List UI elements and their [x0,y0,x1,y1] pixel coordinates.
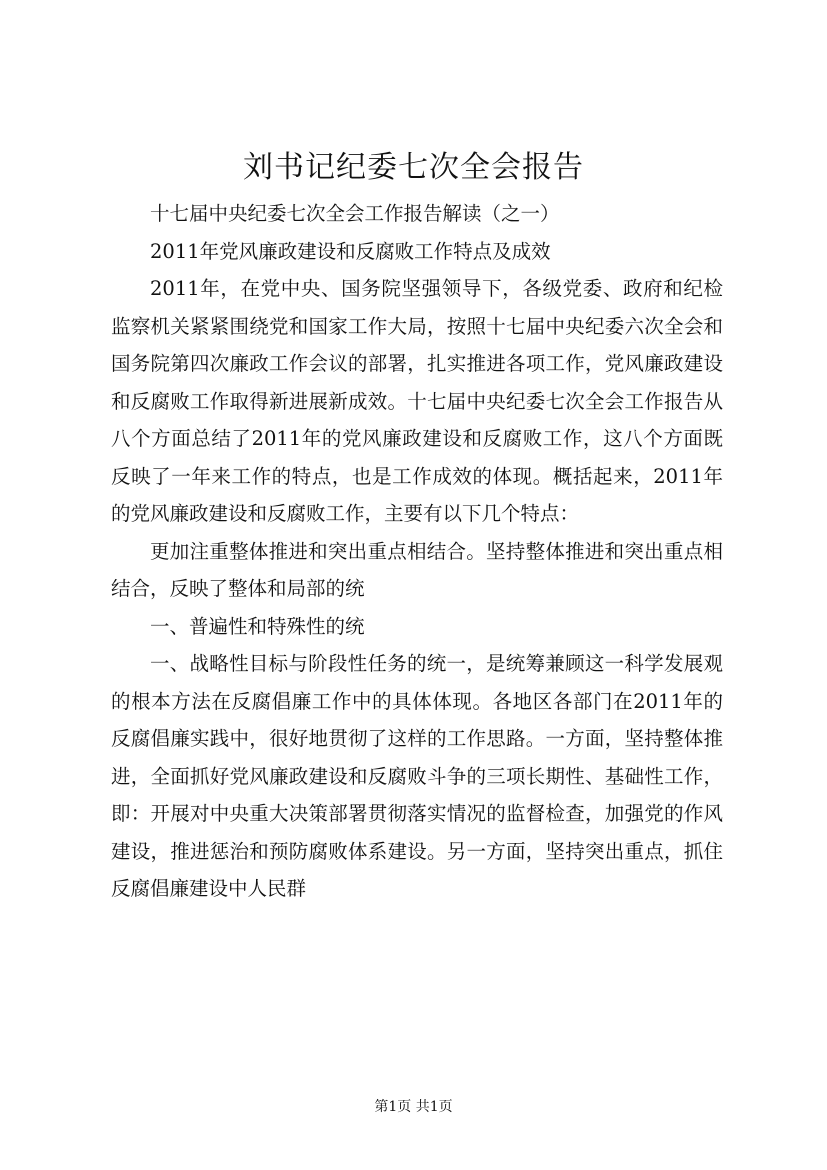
body-paragraph: 一、普遍性和特殊性的统 [150,614,365,638]
page-footer: 第1页 共1页 [374,1099,453,1115]
body-paragraph: 2011年，在党中央、国务院坚强领导下，各级党委、政府和纪检监察机关紧紧围绕党和国家工作大局，按照十七届中央纪委六次全会和国务院第四次廉政工作会议的部署，扎实推进各项工作，党风廉政建设和反腐败工作取得新进展新成效。十七届中央纪委七次全会工作报告从八个方面总结了2011年的党风廉政建设和反腐败工作，这八个方面既反映了一年来工作的特点，也是工作成效的体现。概括起来，2011年的党风廉政建设和反腐败工作，主要有以下几个特点： [111,277,723,525]
document-title: 刘书记纪委七次全会报告 [243,150,584,185]
section-heading-paragraph: 2011年党风廉政建设和反腐败工作特点及成效 [150,239,551,263]
body-paragraph: 更加注重整体推进和突出重点相结合。坚持整体推进和突出重点相结合，反映了整体和局部的统 [111,539,723,600]
document-body [111,195,723,908]
subtitle-paragraph: 十七届中央纪委七次全会工作报告解读（之一） [150,202,560,225]
body-paragraph: 一、战略性目标与阶段性任务的统一，是统筹兼顾这一科学发展观的根本方法在反腐倡廉工作中的具体体现。各地区各部门在2011年的反腐倡廉实践中，很好地贯彻了这样的工作思路。一方面，坚持整体推进，全面抓好党风廉政建设和反腐败斗争的三项长期性、基础性工作，即：开展对中央重大决策部署贯彻落实情况的监督检查，加强党的作风建设，推进惩治和预防腐败体系建设。另一方面，坚持突出重点，抓住反腐倡廉建设中人民群 [111,652,723,900]
